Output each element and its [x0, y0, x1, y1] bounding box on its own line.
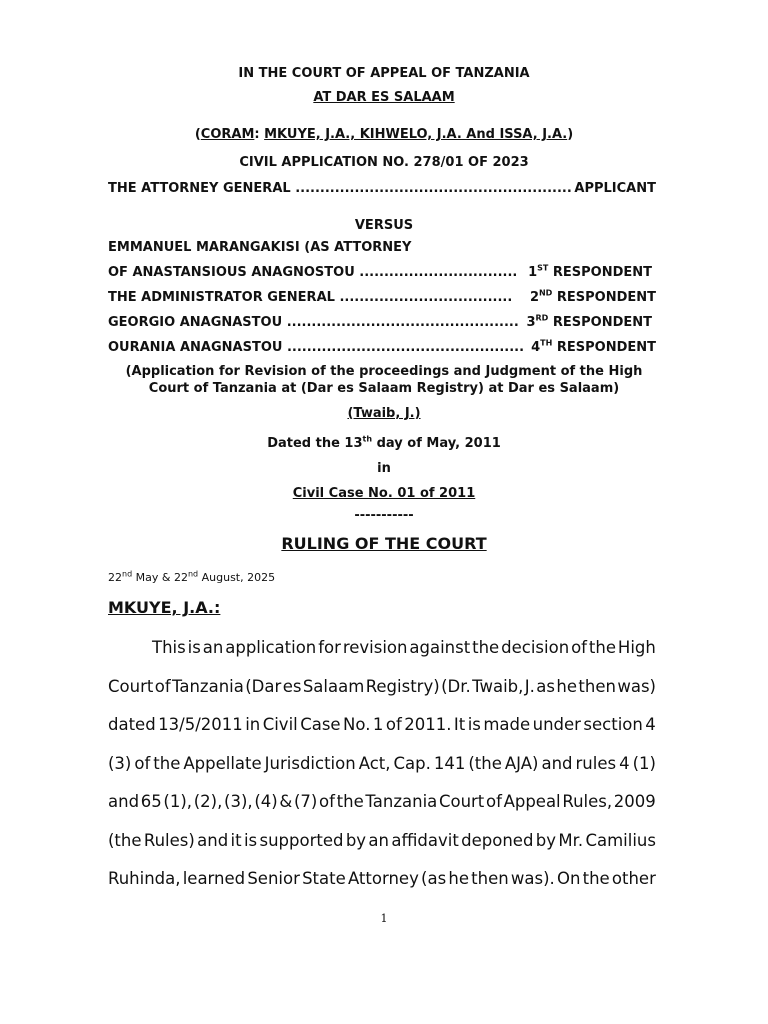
court-location: AT DAR ES SALAAM	[313, 90, 455, 105]
separator-dashes: -----------	[354, 508, 414, 523]
body-line: (3) of the Appellate Jurisdiction Act, Cap. 141 (the AJA) and rules 4 (1)	[108, 754, 656, 773]
body-line: and 65 (1), (2), (3), (4) & (7) of the Tanzania Court of Appeal Rules, 2009	[108, 792, 656, 811]
respondent-3-row: GEORGIO ANAGNASTOU ............................................... 3RD RESPONDENT	[108, 313, 652, 330]
body-line: dated 13/5/2011 in Civil Case No. 1 of 2011. It is made under section 4	[108, 715, 656, 734]
court-name: IN THE COURT OF APPEAL OF TANZANIA	[238, 66, 530, 81]
respondent-1-line1: EMMANUEL MARANGAKISI (AS ATTORNEY	[108, 240, 412, 255]
body-line: Court of Tanzania (Dar es Salaam Registry) (Dr. Twaib, J. as he then was)	[108, 677, 656, 696]
body-line: (the Rules) and it is supported by an affidavit deponed by Mr. Camilius	[108, 831, 656, 850]
coram: (CORAM: MKUYE, J.A., KIHWELO, J.A. And ISSA, J.A.)	[194, 127, 574, 142]
respondent-2-row: THE ADMINISTRATOR GENERAL ................................... 2ND RESPONDENT	[108, 288, 656, 305]
ruling-dates: 22nd May & 22nd August, 2025	[108, 569, 276, 584]
trial-judge: (Twaib, J.)	[347, 406, 421, 421]
dated-line: Dated the 13th day of May, 2011	[267, 434, 501, 451]
ruling-title: RULING OF THE COURT	[281, 534, 487, 553]
in-word: in	[377, 461, 391, 476]
civil-case: Civil Case No. 01 of 2011	[292, 486, 476, 501]
application-description-line1: (Application for Revision of the proceedings and Judgment of the High	[125, 364, 643, 379]
respondent-1-row: OF ANASTANSIOUS ANAGNOSTOU ................................ 1ST RESPONDENT	[108, 263, 652, 280]
judge-heading: MKUYE, J.A.:	[108, 598, 221, 617]
page-number: 1	[380, 912, 388, 925]
body-line: Ruhinda, learned Senior State Attorney (as he then was). On the other	[108, 869, 656, 888]
application-number: CIVIL APPLICATION NO. 278/01 OF 2023	[239, 155, 529, 170]
versus: VERSUS	[354, 218, 414, 233]
body-line: This is an application for revision against the decision of the High	[152, 638, 656, 657]
application-description-line2: Court of Tanzania at (Dar es Salaam Registry) at Dar es Salaam)	[148, 381, 620, 396]
respondent-4-row: OURANIA ANAGNASTOU ................................................ 4TH RESPONDENT	[108, 338, 656, 355]
applicant-row: THE ATTORNEY GENERAL ........................................................ APPLICANT	[108, 181, 656, 196]
